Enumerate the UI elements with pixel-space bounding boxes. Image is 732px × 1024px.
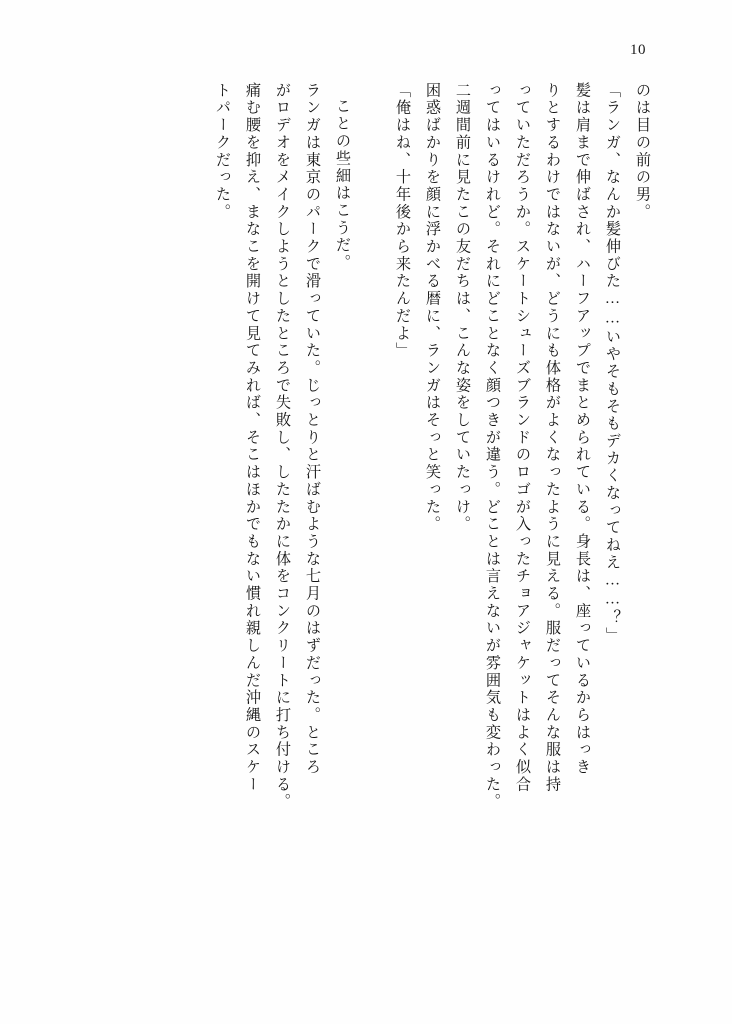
text-column: 痛む腰を抑え、まなこを開けて見てみれば、そこはほかでもない慣れ親しんだ沖縄のスケー — [244, 82, 261, 794]
text-column: ことの些細はこうだ。 — [334, 98, 351, 272]
text-column: ってはいるけれど。それにどことなく顔つきが違う。どことは言えないが雰囲気も変わった。 — [484, 82, 501, 811]
text-column: がロデオをメイクしようとしたところで失敗し、したたかに体をコンクリートに打ち付ける。 — [274, 82, 291, 811]
text-column: ランガは東京のパークで滑っていた。じっとりと汗ばむような七月のはずだった。ところ — [304, 82, 321, 776]
text-column-blank — [350, 80, 380, 938]
text-column: 「俺はね、十年後から来たんだよ」 — [394, 82, 411, 360]
vertical-text-body — [96, 80, 650, 938]
text-column: 二週間前に見たこの友だちは、こんな姿をしていたっけ。 — [454, 82, 471, 534]
text-column: のは目の前の男。 — [634, 82, 651, 221]
text-column: 髪は肩まで伸ばされ、ハーフアップでまとめられている。身長は、座っているからはっき — [574, 82, 591, 776]
text-column: っていただろうか。スケートシューズブランドのロゴが入ったチョアジャケットはよく似合 — [514, 82, 531, 794]
text-column: トパークだった。 — [214, 82, 231, 221]
text-column: 困惑ばかりを顔に浮かべる暦に、ランガはそっと笑った。 — [424, 82, 441, 534]
text-column: 「ランガ、なんか髪伸びた……いやそもそもデカくなってねえ……？」 — [604, 82, 621, 645]
text-column: りとするわけではないが、どうにも体格がよくなったように見える。服だってそんな服は持 — [544, 82, 561, 794]
page-number: 10 — [630, 42, 646, 58]
